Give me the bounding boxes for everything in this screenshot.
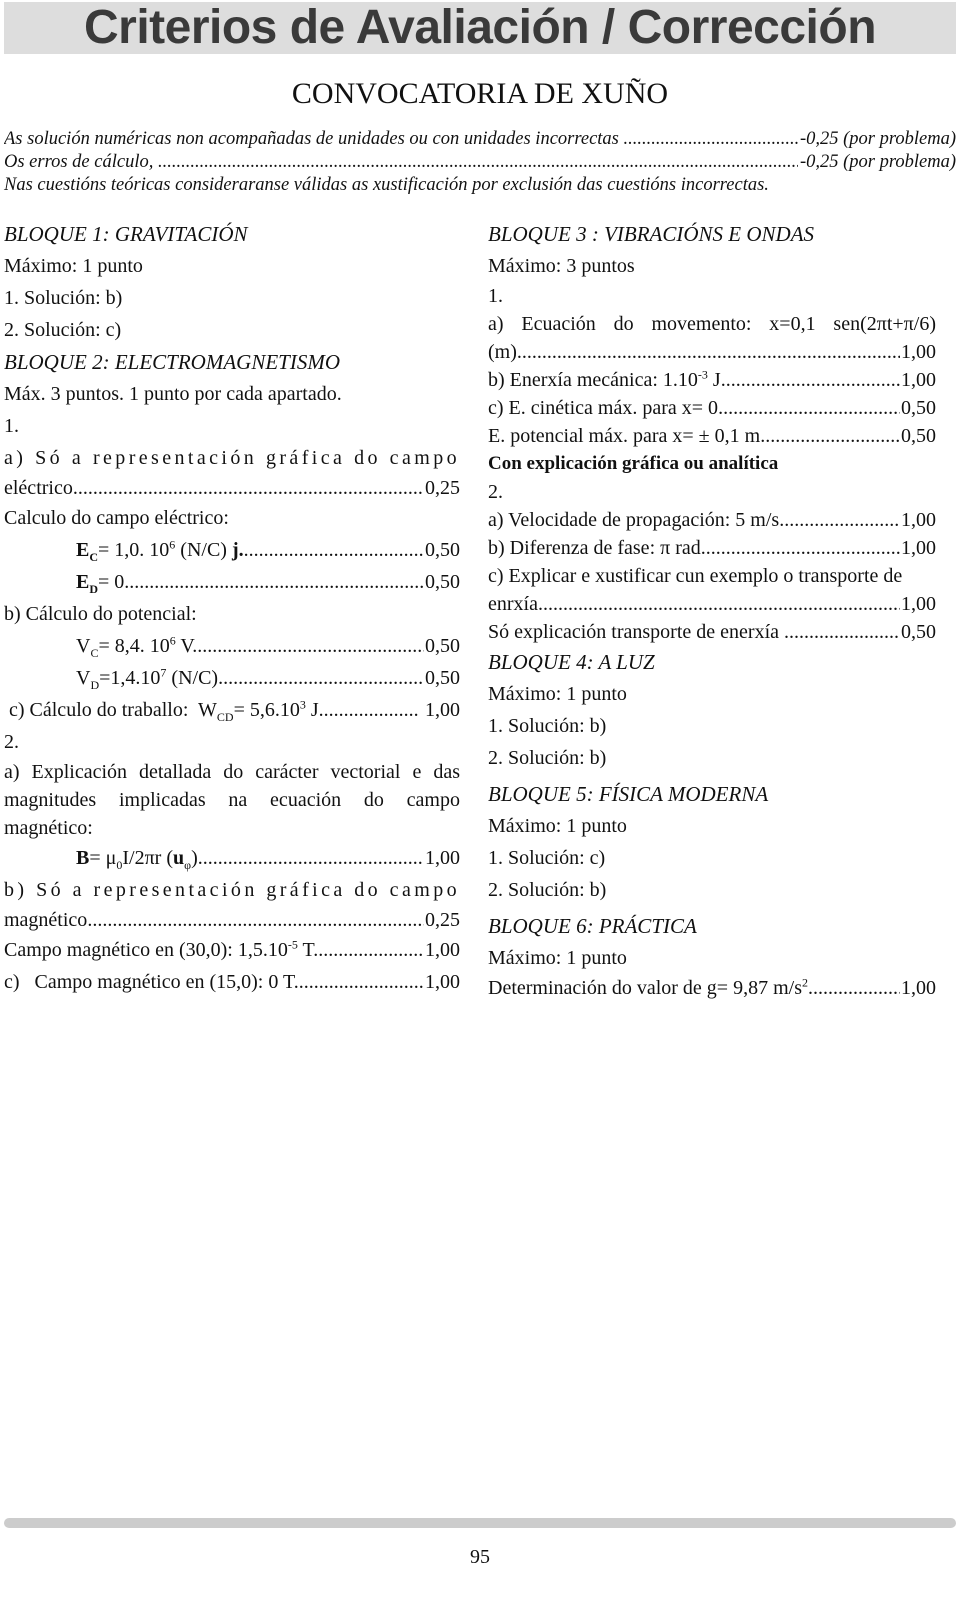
q1b-exp: -3 <box>697 367 708 382</box>
q1c-sub: CD <box>216 710 234 724</box>
block3-q2c-alt-score: 0,50 <box>901 621 936 643</box>
block3-q2c-score: 1,00 <box>901 593 936 615</box>
page-header-title: Criterios de Avaliación / Corrección <box>83 1 877 54</box>
b-unit-vector: u <box>173 847 185 869</box>
q1c-exp: 3 <box>299 697 306 712</box>
field-15-score: 1,00 <box>425 971 460 993</box>
block2-question-2: 2. <box>4 731 19 753</box>
vd-sub: D <box>90 678 100 692</box>
criteria-theory: Nas cuestións teóricas consideraranse válidas as xustificación por exclusión das cuestións incorrectas. <box>4 175 769 195</box>
q1c-value: = 5,6.10 <box>233 699 300 721</box>
formula-ed <box>4 566 460 598</box>
block1-max: Máximo: 1 punto <box>4 255 143 277</box>
criteria-units-value: -0,25 (por problema) <box>799 129 956 149</box>
block6-max: Máximo: 1 punto <box>488 947 627 969</box>
page-number: 95 <box>470 1546 490 1568</box>
ec-exp: 6 <box>169 537 176 552</box>
vc-label: V <box>76 635 91 657</box>
block2-field-15 <box>4 966 460 998</box>
block2-q1a-line1: a) Só a representación gráfica do campo <box>4 447 460 469</box>
block5-solution-1: 1. Solución: c) <box>488 847 606 869</box>
block3-q2a-score: 1,00 <box>901 509 936 531</box>
vc-unit: V <box>175 635 193 657</box>
block5-solution-2: 2. Solución: b) <box>488 879 607 901</box>
convocatoria-title: CONVOCATORIA DE XUÑO <box>291 77 669 110</box>
b-sub0: 0 <box>116 858 123 872</box>
formula-ec <box>4 534 460 566</box>
block6-practice-text <box>488 974 900 1002</box>
general-criteria <box>4 128 956 197</box>
block2-calc-heading: Calculo do campo eléctrico: <box>4 507 229 529</box>
block2-field-30 <box>4 934 460 966</box>
formula-vc-text <box>76 630 424 662</box>
block2-q2b-line1: b) Só a representación gráfica do campo <box>4 879 460 901</box>
block2-q2b-score: 0,25 <box>425 909 460 931</box>
block3-q1b-score: 1,00 <box>901 369 936 391</box>
formula-vd <box>4 662 460 694</box>
block3-q1c-text: c) E. cinética máx. para x= 0 ..... <box>488 394 900 422</box>
vd-label: V <box>76 667 91 689</box>
criteria-units <box>4 128 956 151</box>
block3-note: Con explicación gráfica ou analítica <box>488 453 779 474</box>
block2-q1c-text <box>4 694 419 726</box>
block2-q2b-text: magnético ..... <box>4 906 424 934</box>
ec-sub: C <box>89 550 99 564</box>
block3-q1c <box>488 394 936 422</box>
ec-label: E <box>76 539 90 561</box>
block2-q2b-line2 <box>4 906 460 934</box>
vc-sub: C <box>90 646 99 660</box>
footer-rule <box>4 1518 956 1528</box>
block3-title: BLOQUE 3 : VIBRACIÓNS E ONDAS <box>488 222 815 246</box>
vc-exp: 6 <box>169 633 176 648</box>
formula-b <box>4 842 460 874</box>
ec-vector: j. <box>231 539 244 561</box>
block3-q1a-line2 <box>488 338 936 366</box>
block1-title: BLOQUE 1: GRAVITACIÓN <box>4 222 248 246</box>
field-30-exp: -5 <box>287 937 298 952</box>
block2-max: Máx. 3 puntos. 1 punto por cada apartado. <box>4 383 342 405</box>
block4-title: BLOQUE 4: A LUZ <box>488 650 655 674</box>
block3-q1d-text: E. potencial máx. para x= ± 0,1 m ..... <box>488 422 900 450</box>
block3-q2c-alt-text: Só explicación transporte de enerxía ..... <box>488 618 900 646</box>
block2-q2a: a) Explicación detallada do carácter vectorial e das magnitudes implicadas na ecuación do campo magnético: <box>4 761 460 839</box>
b-formula: I/2πr ( <box>122 847 173 869</box>
left-column <box>4 218 460 998</box>
ed-value: = 0. <box>98 571 130 593</box>
block5-max: Máximo: 1 punto <box>488 815 627 837</box>
block1-solution-1: 1. Solución: b) <box>4 287 123 309</box>
block2-q1a-line2 <box>4 474 460 502</box>
block3-q1c-score: 0,50 <box>901 397 936 419</box>
block3-q1a-text: (m) ..... <box>488 338 900 366</box>
criteria-calc-value: -0,25 (por problema) <box>799 152 956 172</box>
q1c-unit: J <box>305 699 319 721</box>
block3-q2c-text: enrxía ..... <box>488 590 900 618</box>
block4-solution-1: 1. Solución: b) <box>488 715 607 737</box>
block3-q2c-line2 <box>488 590 936 618</box>
criteria-calc-text: Os erros de cálculo, ..... <box>4 151 798 174</box>
b-sub-phi: φ <box>184 858 192 872</box>
block2-title: BLOQUE 2: ELECTROMAGNETISMO <box>4 350 340 374</box>
block2-q1a-score: 0,25 <box>425 477 460 499</box>
block3-q2b <box>488 534 936 562</box>
field-30-text <box>4 934 424 966</box>
formula-b-text <box>76 842 424 874</box>
block3-q2c-line1: c) Explicar e xustificar cun exemplo o transporte de <box>488 565 903 587</box>
formula-ed-text <box>76 566 424 598</box>
block3-q1a-line1: a) Ecuación do movemento: x=0,1 sen(2πt+π/6) <box>488 313 936 335</box>
header-band <box>4 2 956 54</box>
block3-q1d <box>488 422 936 450</box>
block4-solution-2: 2. Solución: b) <box>488 747 607 769</box>
block5-title: BLOQUE 5: FÍSICA MODERNA <box>488 782 769 806</box>
block6-practice <box>488 974 936 1002</box>
block3-q2b-score: 1,00 <box>901 537 936 559</box>
formula-vc <box>4 630 460 662</box>
block6-title: BLOQUE 6: PRÁCTICA <box>488 914 697 938</box>
ec-unit: (N/C) <box>175 539 232 561</box>
q1b-value: b) Enerxía mecánica: 1.10 <box>488 369 698 391</box>
b-mu: = μ <box>89 847 117 869</box>
ec-value: = 1,0. 10 <box>98 539 170 561</box>
criteria-units-text: As solución numéricas non acompañadas de unidades ou con unidades incorrectas ..... <box>4 128 798 151</box>
formula-vc-score: 0,50 <box>425 635 460 657</box>
formula-vd-text <box>76 662 424 694</box>
ed-sub: D <box>89 582 99 596</box>
block6-practice-score: 1,00 <box>901 977 936 999</box>
block3-q1d-score: 0,50 <box>901 425 936 447</box>
q1c-label: c) Cálculo do traballo: W <box>4 699 217 721</box>
block3-question-1: 1. <box>488 285 503 307</box>
block3-q1b-text <box>488 366 900 394</box>
formula-ec-text <box>76 534 424 566</box>
block4-max: Máximo: 1 punto <box>488 683 627 705</box>
vd-exp: 7 <box>160 665 167 680</box>
block3-q2a <box>488 506 936 534</box>
block2-q1a-text: eléctrico ..... <box>4 474 424 502</box>
block3-q1b <box>488 366 936 394</box>
block1-solution-2: 2. Solución: c) <box>4 319 122 341</box>
formula-ed-score: 0,50 <box>425 571 460 593</box>
block2-question-1: 1. <box>4 415 19 437</box>
vd-value: =1,4.10 <box>99 667 161 689</box>
q1b-unit: J <box>707 369 721 391</box>
field-15-text: c) Campo magnético en (15,0): 0 T ..... <box>4 966 424 998</box>
block3-q2a-text: a) Velocidade de propagación: 5 m/s ..... <box>488 506 900 534</box>
block3-max: Máximo: 3 puntos <box>488 255 635 277</box>
block2-q1c-score: 1,00 <box>420 699 460 721</box>
ed-label: E <box>76 571 90 593</box>
vd-unit: (N/C) <box>166 667 219 689</box>
vc-value: = 8,4. 10 <box>98 635 170 657</box>
field-30-score: 1,00 <box>425 939 460 961</box>
b-label: B <box>76 847 90 869</box>
formula-ec-score: 0,50 <box>425 539 460 561</box>
block3-q2b-text: b) Diferenza de fase: π rad ..... <box>488 534 900 562</box>
practice-value: Determinación do valor de g= 9,87 m/s <box>488 977 802 999</box>
right-column <box>488 218 936 1002</box>
block3-q2c-alt <box>488 618 936 646</box>
formula-vd-score: 0,50 <box>425 667 460 689</box>
practice-exp: 2 <box>801 975 808 990</box>
block3-q1a-score: 1,00 <box>901 341 936 363</box>
formula-b-score: 1,00 <box>425 847 460 869</box>
block2-q1b: b) Cálculo do potencial: <box>4 603 197 625</box>
field-30-unit: T <box>297 939 314 961</box>
b-close: ) <box>191 847 198 869</box>
field-30-value: Campo magnético en (30,0): 1,5.10 <box>4 939 288 961</box>
block2-q1c <box>4 694 460 726</box>
block3-question-2: 2. <box>488 481 503 503</box>
criteria-calc-errors <box>4 151 956 174</box>
